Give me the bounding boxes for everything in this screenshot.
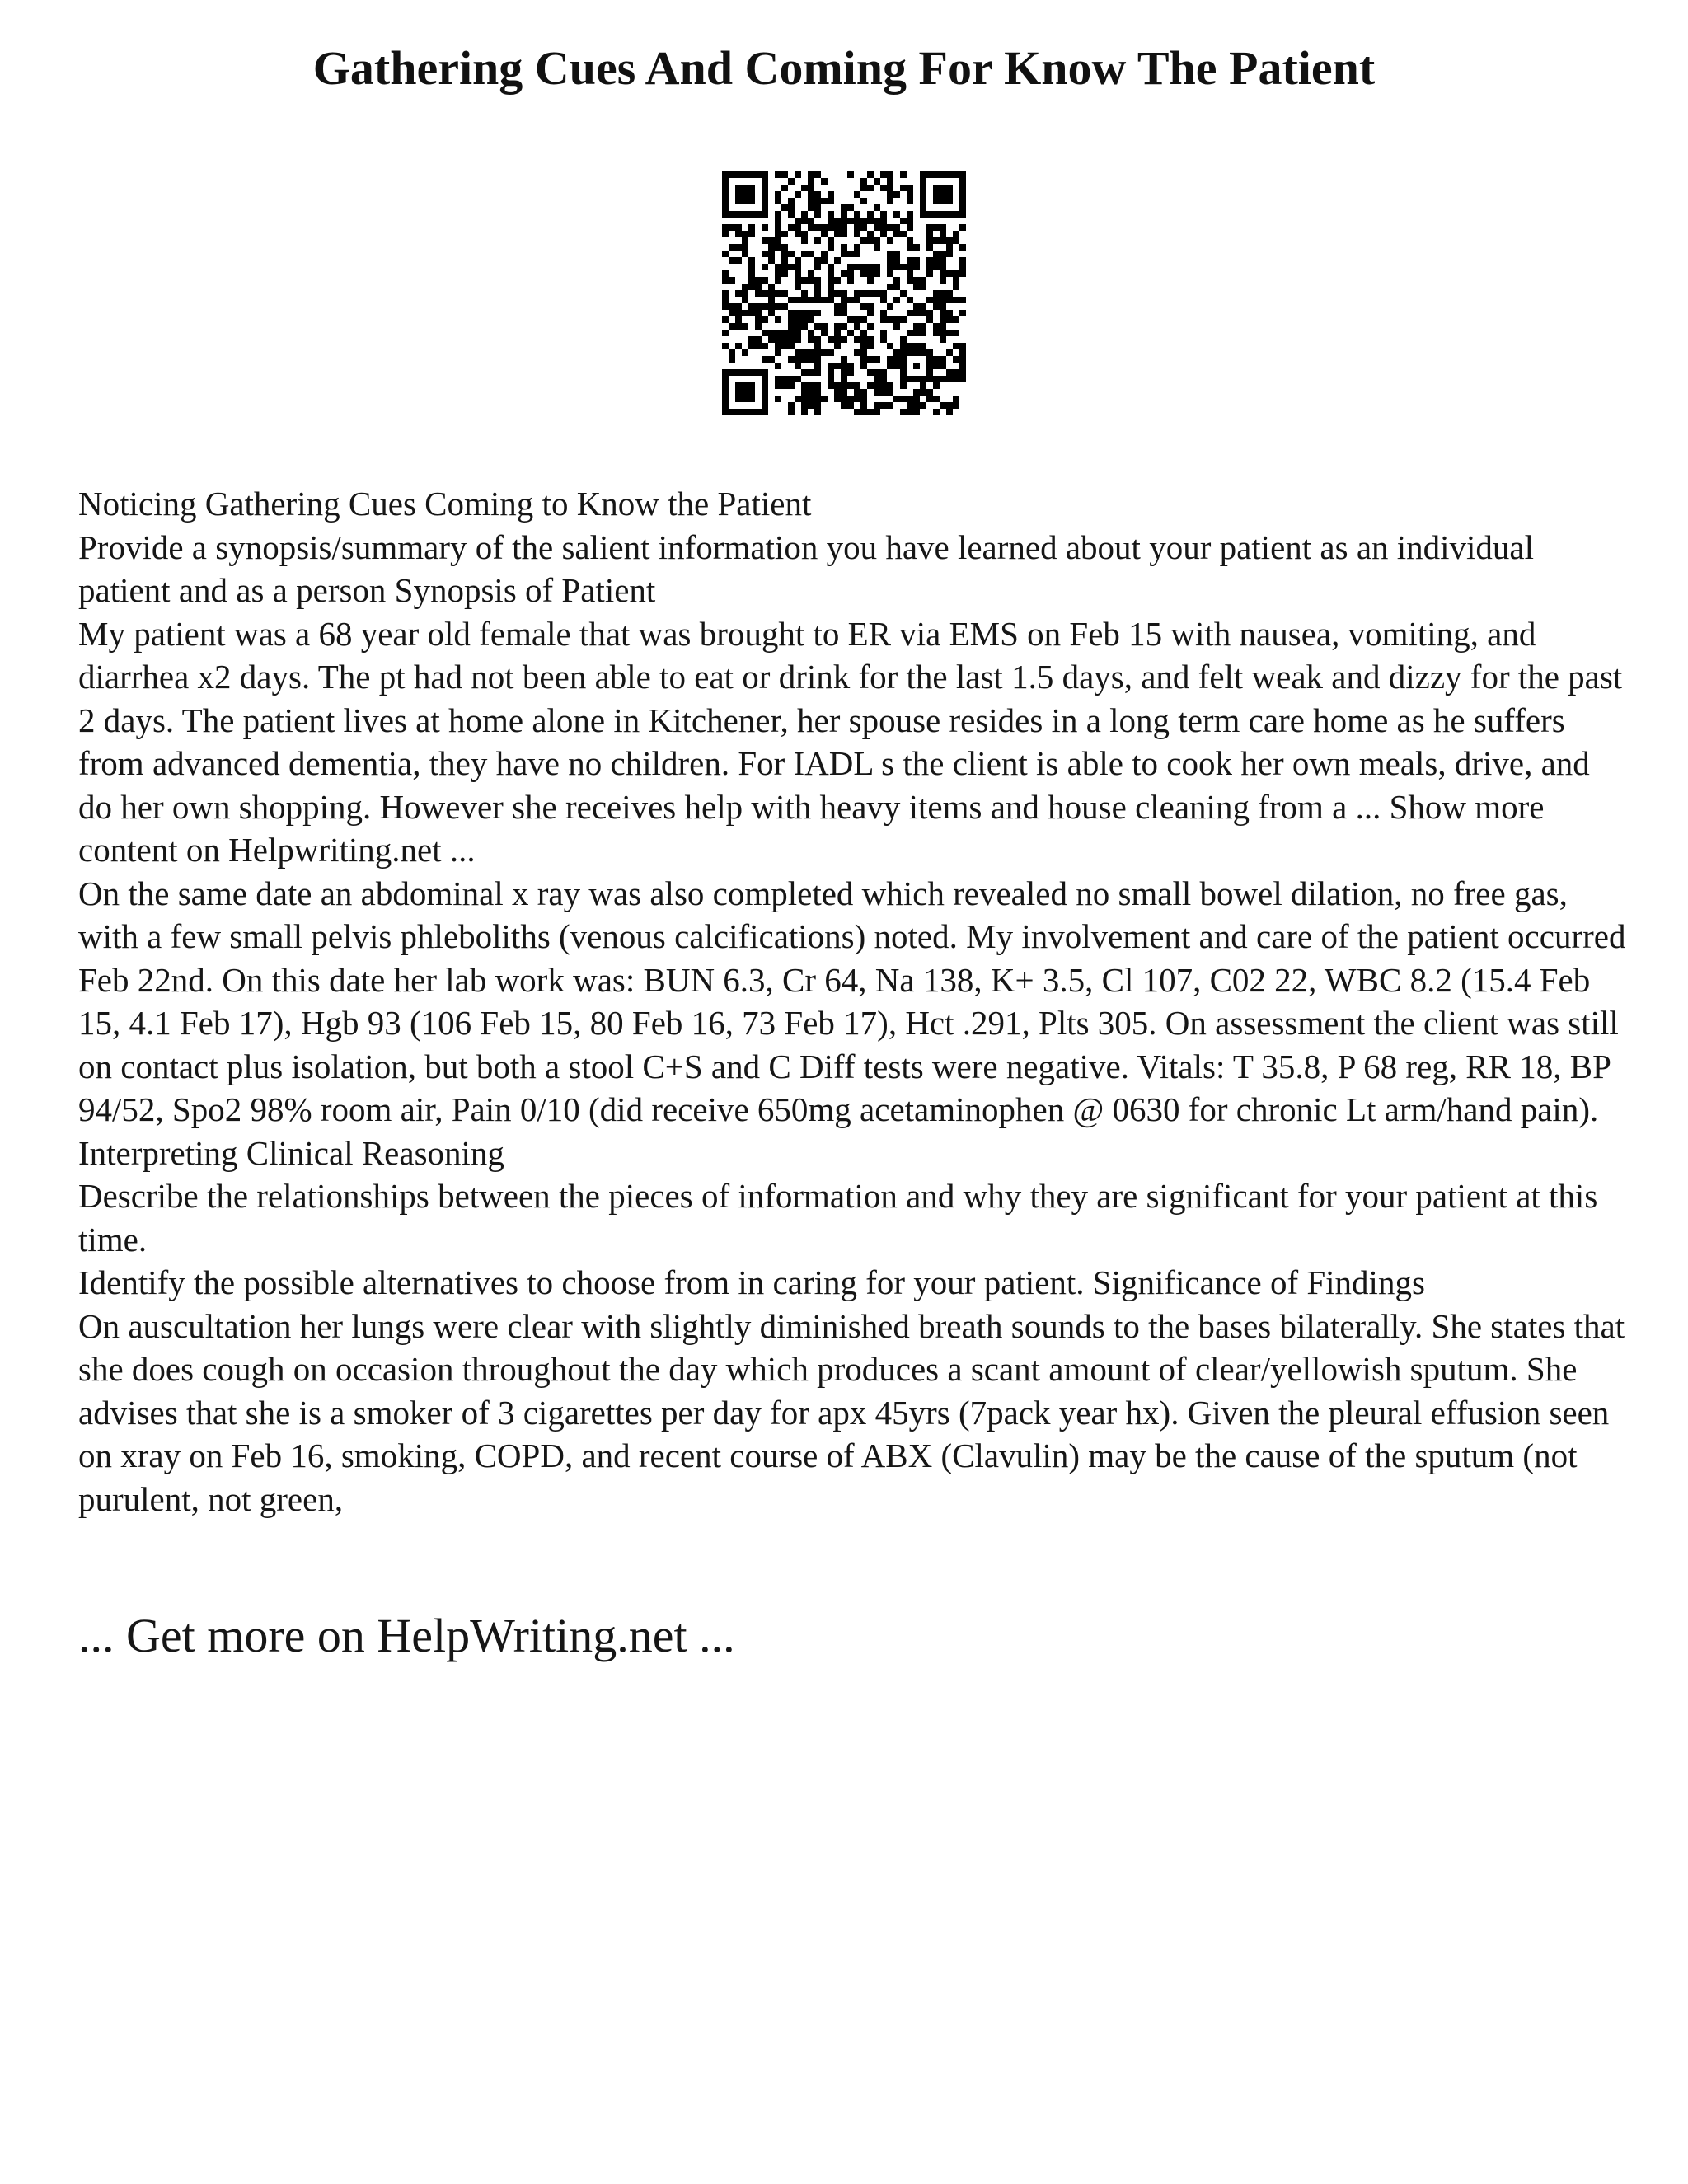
qr-code-icon[interactable]: [722, 171, 966, 415]
document-body: [78, 482, 1628, 1521]
paragraph-findings: On auscultation her lungs were clear with slightly diminished breath sounds to the bases bilaterally. She states that she does cough on occasion throughout the day which produces a scant amount of clear/yellowish sputum. She advises that she is a smoker of 3 cigarettes per day for apx 45yrs (7pack year hx). Given the pleural effusion seen on xray on Feb 16, smoking, COPD, and recent course of ABX (Clavulin) may be the cause of the sputum (not purulent, not green,: [78, 1306, 1625, 1518]
section-heading-interpreting: Interpreting Clinical Reasoning: [78, 1133, 504, 1172]
prompt-synopsis: Provide a synopsis/summary of the salient information you have learned about your patient as an individual patient and as a person Synopsis of Patient: [78, 527, 1535, 609]
paragraph-patient-history: My patient was a 68 year old female that was brought to ER via EMS on Feb 15 with nausea, vomiting, and diarrhea x2 days. The pt had not been able to eat or drink for the last 1.5 days, and felt weak and dizzy for the past 2 days. The patient lives at home alone in Kitchener, her spouse resides in a long term care home as he suffers from advanced dementia, they have no children. For IADL s the client is able to cook her own meals, drive, and do her own shopping. However she receives help with heavy items and house cleaning from a ... Show more content on Helpwriting.net ...: [78, 614, 1623, 869]
section-heading-noticing: Noticing Gathering Cues Coming to Know the Patient: [78, 485, 812, 523]
page-title: Gathering Cues And Coming For Know The Patient: [312, 41, 1376, 95]
get-more-link[interactable]: ... Get more on HelpWriting.net ...: [78, 1609, 735, 1662]
prompt-relationships: Describe the relationships between the pieces of information and why they are significant for your patient at this time.: [78, 1177, 1598, 1258]
paragraph-assessment-labs: On the same date an abdominal x ray was also completed which revealed no small bowel dilation, no free gas, with a few small pelvis phleboliths (venous calcifications) noted. My involvement and care of the patient occurred Feb 22nd. On this date her lab work was: BUN 6.3, Cr 64, Na 138, K+ 3.5, Cl 107, C02 22, WBC 8.2 (15.4 Feb 15, 4.1 Feb 17), Hgb 93 (106 Feb 15, 80 Feb 16, 73 Feb 17), Hct .291, Plts 305. On assessment the client was still on contact plus isolation, but both a stool C+S and C Diff tests were negative. Vitals: T 35.8, P 68 reg, RR 18, BP 94/52, Spo2 98% room air, Pain 0/10 (did receive 650mg acetaminophen @ 0630 for chronic Lt arm/hand pain).: [78, 874, 1626, 1128]
prompt-alternatives: Identify the possible alternatives to choose from in caring for your patient. Significance of Findings: [78, 1263, 1425, 1301]
